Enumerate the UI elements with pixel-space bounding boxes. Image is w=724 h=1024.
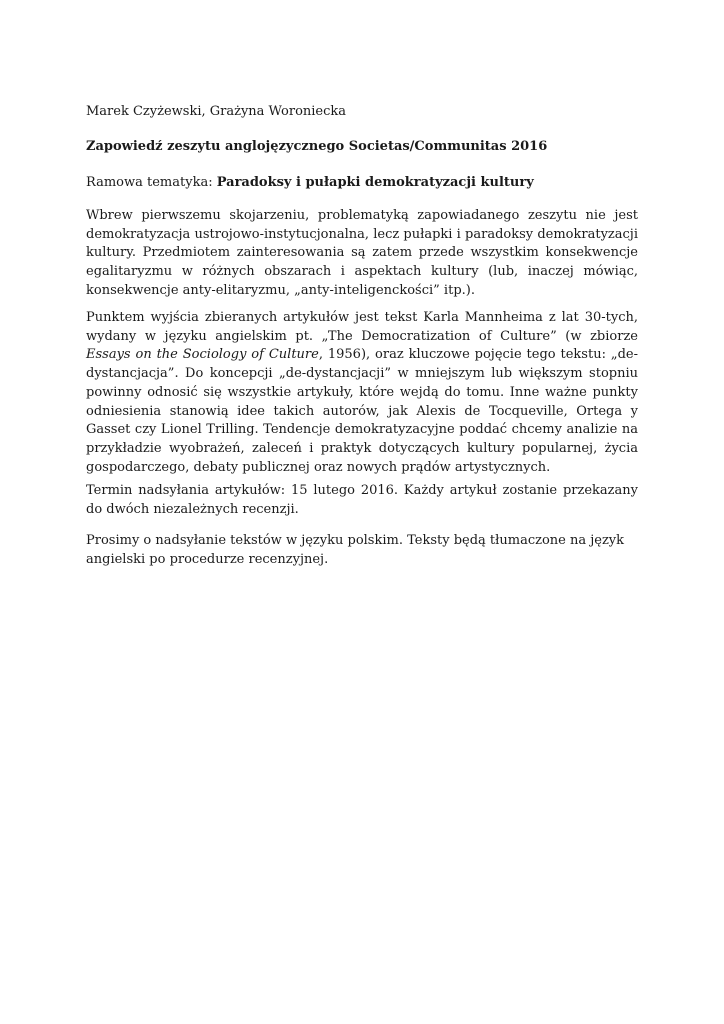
paragraph-language: Prosimy o nadsyłanie tekstów w języku polskim. Teksty będą tłumaczone na język angielski po procedurze recenzyjnej. [86,533,625,567]
paragraph-mannheim-part1: Punktem wyjścia zbieranych artykułów jest tekst Karla Mannheima z lat 30-tych, wydany w języku angielskim pt. „The Democratization of Culture” (w zbiorze [86,310,638,344]
book-title: Essays on the Sociology of Culture [86,347,319,363]
paragraph-intro: Wbrew pierwszemu skojarzeniu, problematyką zapowiadanego zeszytu nie jest demokratyzacja ustrojowo-instytucjonalna, lecz pułapki i paradoksy demokratyzacji kultury. Przedmiotem zainteresowania są zatem przede wszystkim konsekwencje egalitaryzmu w różnych obszarach i aspektach kultury (lub, inaczej mówiąc, konsekwencje anty-elitaryzmu, „anty-inteligenckości” itp.). [86,208,638,298]
authors-line: Marek Czyżewski, Grażyna Woroniecka [86,104,347,119]
paragraph-mannheim-part2: , 1956), oraz kluczowe pojęcie tego tekstu: „de-dystancjacja”. Do koncepcji „de-dystancjacji” w mniejszym lub większym stopniu powinny odnosić się wszystkie artykuły, które wejdą do tomu. Inne ważne punkty odniesienia stanowią idee takich autorów, jak Alexis de Tocqueville, Ortega y Gasset czy Lionel Trilling. Tendencje demokratyzacyjne poddać chcemy analizie na przykładzie wyobrażeń, zaleceń i praktyk dotyczących kultury popularnej, życia gospodarczego, debaty publicznej oraz nowych prądów artystycznych. [86,347,638,475]
theme-label: Ramowa tematyka: [86,175,217,190]
document-title: Zapowiedź zeszytu anglojęzycznego Societas/Communitas 2016 [86,139,548,154]
paragraph-deadline: Termin nadsyłania artykułów: 15 lutego 2016. Każdy artykuł zostanie przekazany do dwóch niezależnych recenzji. [86,483,638,517]
theme-line [86,174,638,193]
paragraph-mannheim [86,309,638,477]
theme-value: Paradoksy i pułapki demokratyzacji kultury [216,175,534,190]
